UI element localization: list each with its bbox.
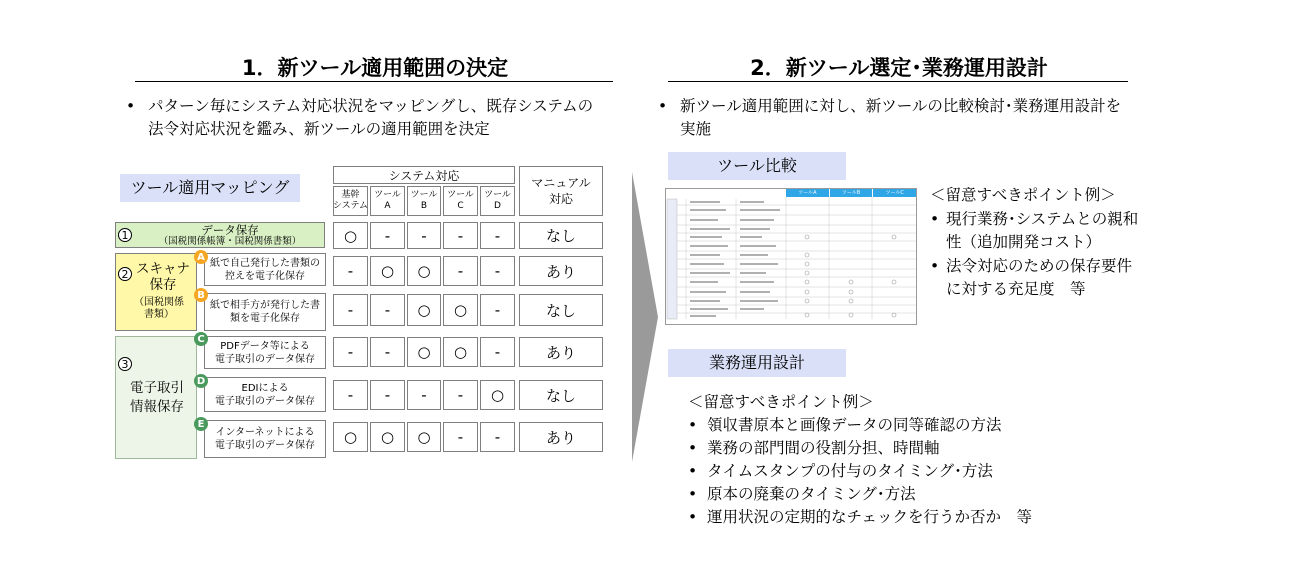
- pattern-c-box: PDFデータ等による 電子取引のデータ保存: [204, 336, 326, 369]
- row1-manual: なし: [519, 222, 603, 249]
- badge-b: B: [194, 288, 208, 302]
- tool-point-item: • 法令対応のための保存要件に対する充足度 等: [930, 255, 1150, 301]
- right-title-rule: [668, 81, 1128, 82]
- row6-tool-a: ○: [370, 422, 405, 452]
- right-title: 2．新ツール選定･業務運用設計: [750, 56, 1048, 80]
- col-header-tool-c: ツール C: [443, 186, 478, 216]
- ops-point-item: • 領収書原本と画像データの同等確認の方法: [688, 416, 1002, 434]
- row6-manual: あり: [519, 422, 603, 452]
- row1-core: ○: [333, 222, 368, 249]
- left-title-rule: [135, 81, 613, 82]
- badge-c: C: [194, 332, 208, 346]
- system-header: システム対応: [333, 166, 515, 184]
- category-3-label: 電子取引 情報保存: [130, 380, 184, 415]
- row1-tool-c: -: [443, 222, 478, 249]
- tool-compare-label: ツール比較: [668, 152, 846, 180]
- row6-core: ○: [333, 422, 368, 452]
- row5-manual: なし: [519, 380, 603, 410]
- row3-tool-d: -: [480, 294, 515, 326]
- tool-point-text: 法令対応のための保存要件に対する充足度 等: [946, 257, 1133, 298]
- thumbnail-grid: [666, 197, 916, 324]
- row5-core: -: [333, 380, 368, 410]
- row1-tool-d: -: [480, 222, 515, 249]
- row6-tool-d: -: [480, 422, 515, 452]
- tool-point-item: • 現行業務･システムとの親和性（追加開発コスト）: [930, 208, 1150, 254]
- col-header-core: 基幹 システム: [333, 186, 368, 216]
- row3-tool-b: ○: [407, 294, 441, 326]
- ops-point-text: 業務の部門間の役割分担、時間軸: [707, 439, 940, 457]
- tool-compare-thumbnail: [665, 188, 917, 325]
- category-2-number: 2: [118, 267, 132, 281]
- tool-point-text: 現行業務･システムとの親和性（追加開発コスト）: [946, 210, 1139, 251]
- row3-tool-c: ○: [443, 294, 478, 326]
- category-1-number: 1: [118, 228, 132, 242]
- tool-points-title: ＜留意すべきポイント例＞: [930, 186, 1116, 204]
- row4-tool-c: ○: [443, 337, 478, 367]
- row4-core: -: [333, 337, 368, 367]
- thumbnail-header: [786, 189, 916, 197]
- manual-header: マニュアル 対応: [519, 166, 603, 216]
- badge-d: D: [194, 374, 208, 388]
- left-title: 1．新ツール適用範囲の決定: [241, 56, 509, 80]
- row4-tool-a: -: [370, 337, 405, 367]
- row2-core: -: [333, 256, 368, 286]
- category-1-box: [115, 222, 325, 248]
- col-header-tool-d: ツール D: [480, 186, 515, 216]
- pattern-d-box: EDIによる 電子取引のデータ保存: [204, 377, 326, 412]
- thumbnail-col-c: ツールC: [873, 189, 916, 197]
- ops-point-item: • 運用状況の定期的なチェックを行うか否か 等: [688, 508, 1033, 526]
- row5-tool-b: -: [407, 380, 441, 410]
- row1-tool-b: -: [407, 222, 441, 249]
- ops-point-text: 原本の廃棄のタイミング･方法: [707, 485, 916, 503]
- pattern-e-box: インターネットによる 電子取引のデータ保存: [204, 420, 326, 458]
- right-bullet-text: 新ツール適用範囲に対し、新ツールの比較検討･業務運用設計を実施: [680, 97, 1122, 138]
- col-header-tool-a: ツール A: [370, 186, 405, 216]
- row2-manual: あり: [519, 256, 603, 286]
- row2-tool-b: ○: [407, 256, 441, 286]
- ops-point-item: • 原本の廃棄のタイミング･方法: [688, 485, 916, 503]
- row2-tool-a: ○: [370, 256, 405, 286]
- left-bullet-text: パターン毎にシステム対応状況をマッピングし、既存システムの法令対応状況を鑑み、新ツールの適用範囲を決定: [148, 97, 594, 138]
- mapping-label: ツール適用マッピング: [120, 174, 300, 202]
- category-3-number: 3: [118, 357, 132, 371]
- row5-tool-d: ○: [480, 380, 515, 410]
- category-2-sub: （国税関係 書類）: [134, 297, 184, 320]
- right-bullet: • 新ツール適用範囲に対し、新ツールの比較検討･業務運用設計を実施: [662, 95, 1142, 141]
- thumbnail-col-a: ツールA: [786, 189, 830, 197]
- pattern-b-box: 紙で相手方が発行した書 類を電子化保存: [204, 293, 326, 331]
- ops-points-title: ＜留意すべきポイント例＞: [688, 393, 874, 411]
- category-3-box: [115, 336, 197, 459]
- row3-core: -: [333, 294, 368, 326]
- ops-point-text: 運用状況の定期的なチェックを行うか否か 等: [707, 508, 1033, 526]
- row6-tool-c: -: [443, 422, 478, 452]
- col-header-tool-b: ツール B: [407, 186, 441, 216]
- category-2-label: スキャナ 保存: [136, 261, 190, 293]
- row4-tool-d: -: [480, 337, 515, 367]
- row4-tool-b: ○: [407, 337, 441, 367]
- row3-tool-a: -: [370, 294, 405, 326]
- ops-point-text: 領収書原本と画像データの同等確認の方法: [707, 416, 1002, 434]
- badge-e: E: [194, 417, 208, 431]
- row1-tool-a: -: [370, 222, 405, 249]
- row3-manual: なし: [519, 294, 603, 326]
- ops-design-label: 業務運用設計: [668, 349, 846, 377]
- row2-tool-c: -: [443, 256, 478, 286]
- flow-arrow-icon: [630, 172, 660, 462]
- ops-point-item: • タイムスタンプの付与のタイミング･方法: [688, 462, 993, 480]
- row5-tool-a: -: [370, 380, 405, 410]
- left-bullet: • パターン毎にシステム対応状況をマッピングし、既存システムの法令対応状況を鑑み、新ツールの適用範囲を決定: [130, 95, 610, 141]
- category-1-label: データ保存: [201, 223, 259, 237]
- category-1-sub: （国税関係帳簿・国税関係書類）: [158, 236, 302, 247]
- badge-a: A: [194, 250, 208, 264]
- row4-manual: あり: [519, 337, 603, 367]
- thumbnail-col-b: ツールB: [830, 189, 874, 197]
- pattern-a-box: 紙で自己発行した書類の 控えを電子化保存: [204, 253, 326, 286]
- category-2-box: [115, 253, 197, 331]
- row5-tool-c: -: [443, 380, 478, 410]
- row2-tool-d: -: [480, 256, 515, 286]
- row6-tool-b: ○: [407, 422, 441, 452]
- ops-point-text: タイムスタンプの付与のタイミング･方法: [707, 462, 993, 480]
- ops-point-item: • 業務の部門間の役割分担、時間軸: [688, 439, 940, 457]
